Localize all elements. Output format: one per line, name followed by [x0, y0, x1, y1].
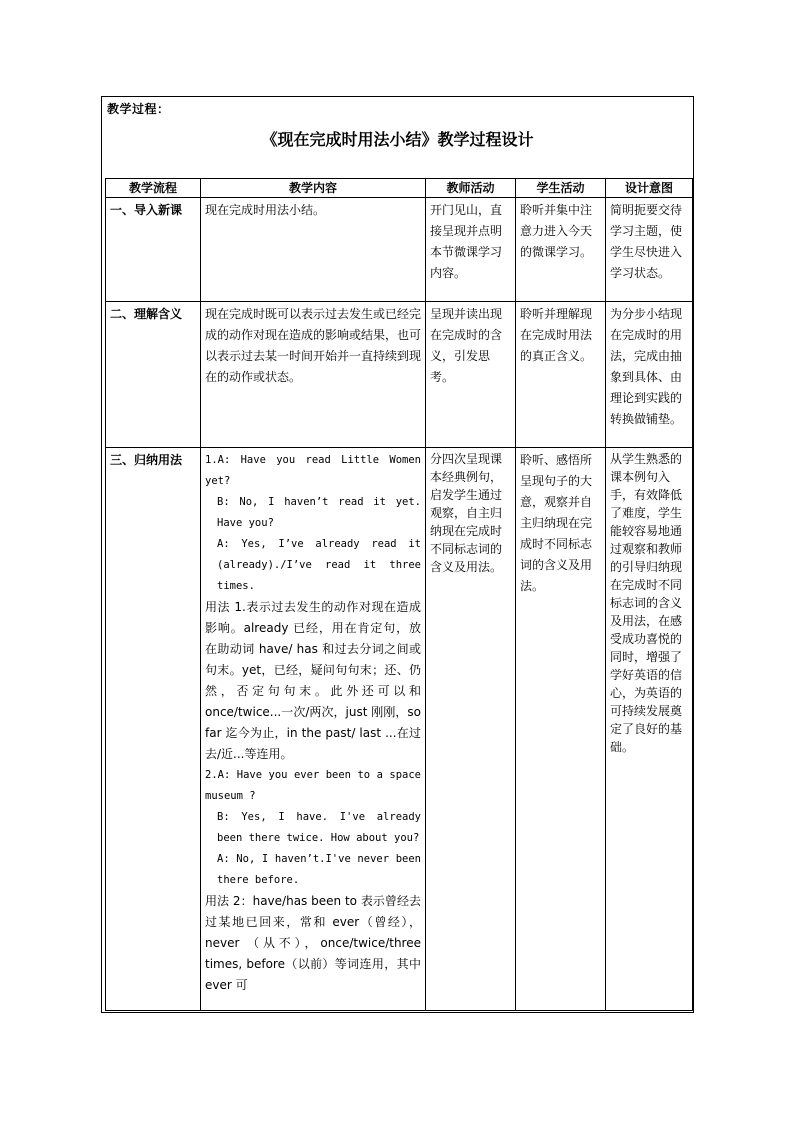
student-cell: 聆听并理解现在完成时用法的真正含义。: [516, 302, 606, 448]
table-row: [106, 198, 693, 302]
example-line: B: No, I haven’t read it yet. Have you?: [217, 496, 421, 529]
header-stage: 教学流程: [106, 179, 201, 198]
header-teacher: 教师活动: [426, 179, 516, 198]
usage-note: 用法 2：have/has been to 表示曾经去过某地已回来，常和 ever（曾经），never （从不），once/twice/three times, before（以前）等词连用，其中 ever 可: [205, 894, 421, 992]
teacher-cell: 开门见山，直接呈现并点明本节微课学习内容。: [426, 198, 516, 302]
student-cell: 聆听、感悟所呈现句子的大意，观察并自主归纳现在完成时不同标志词的含义及用法。: [516, 448, 606, 1011]
student-cell: 聆听并集中注意力进入今天的微课学习。: [516, 198, 606, 302]
stage-cell: 二、理解含义: [106, 302, 201, 448]
example-line: B: Yes, I have. I've already been there twice. How about you?: [217, 811, 421, 844]
intent-cell: 简明扼要交待学习主题，使学生尽快进入学习状态。: [606, 198, 693, 302]
table-header-row: [106, 179, 693, 198]
header-intent: 设计意图: [606, 179, 693, 198]
table-row: [106, 302, 693, 448]
teacher-cell: 分四次呈现课本经典例句，启发学生通过观察，自主归纳现在完成时不同标志词的含义及用法。: [426, 448, 516, 1011]
example-line: 1.A: Have you read Little Women yet?: [205, 454, 421, 487]
intent-cell: 为分步小结现在完成时的用法，完成由抽象到具体、由理论到实践的转换做铺垫。: [606, 302, 693, 448]
content-cell: [201, 302, 426, 448]
example-line: A: No, I haven’t.I've never been there before.: [217, 853, 421, 886]
stage-cell: 三、归纳用法: [106, 448, 201, 1011]
usage-note: 用法 1.表示过去发生的动作对现在造成影响。already 已经，用在肯定句，放在助动词 have/ has 和过去分词之间或句末。yet，已经，疑问句句末；还、仍然，否定句句末。此外还可以和 once/twice...一次/两次，just 刚刚，so far 迄今为止，in the past/ last ...在过去/近...等连用。: [205, 600, 421, 761]
header-student: 学生活动: [516, 179, 606, 198]
header-content: 教学内容: [201, 179, 426, 198]
content-text: 现在完成时用法小结。: [205, 203, 326, 217]
intent-cell: 从学生熟悉的课本例句入手，有效降低了难度，学生能较容易地通过观察和教师的引导归纳现在完成时不同标志词的含义及用法，在感受成功喜悦的同时，增强了学好英语的信心，为英语的可持续发展奠定了良好的基础。: [606, 448, 693, 1011]
teacher-cell: 呈现并读出现在完成时的含义，引发思考。: [426, 302, 516, 448]
stage-cell: 一、导入新课: [106, 198, 201, 302]
table-row: [106, 448, 693, 1011]
content-cell: [201, 198, 426, 302]
example-line: 2.A: Have you ever been to a space museum ?: [205, 769, 421, 802]
lesson-plan-table: [105, 178, 693, 1011]
content-cell: [201, 448, 426, 1011]
section-label: 教学过程：: [107, 102, 170, 116]
content-text: 现在完成时既可以表示过去发生或已经完成的动作对现在造成的影响或结果，也可以表示过去某一时间开始并一直持续到现在的动作或状态。: [205, 307, 422, 384]
document-title: 《现在完成时用法小结》教学过程设计: [261, 130, 534, 149]
example-line: A: Yes, I’ve already read it (already)./I’ve read it three times.: [217, 538, 421, 592]
